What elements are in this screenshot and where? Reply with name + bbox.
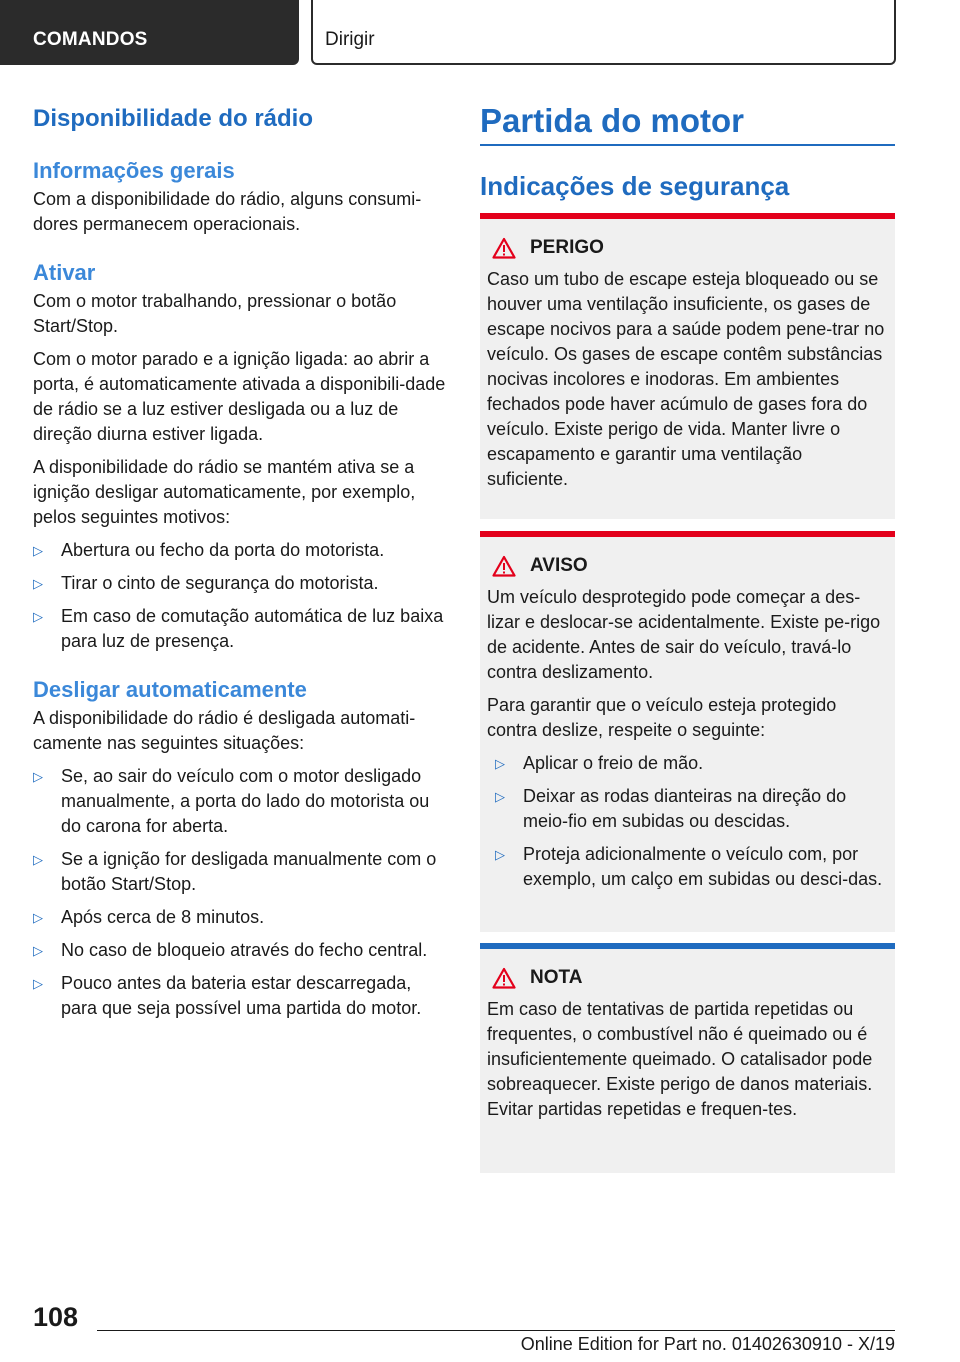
bullet-triangle-icon: ▷ — [33, 976, 43, 991]
warning-paragraph-1: Um veículo desprotegido pode começar a des-lizar e deslocar-se acidentalmente. Existe pe-rigo de acidente. Antes de sair do veículo, travá-lo contra deslizamento. — [487, 587, 881, 682]
warning-paragraph-2: Para garantir que o veículo esteja protegido contra deslize, respeite o seguinte: — [487, 695, 837, 740]
activate-list — [33, 538, 448, 654]
bullet-triangle-icon: ▷ — [495, 756, 505, 771]
danger-bar — [480, 213, 895, 219]
left-column — [33, 104, 448, 1021]
footer-edition-text: Online Edition for Part no. 01402630910 - X/19 — [520, 1334, 895, 1354]
note-title — [492, 967, 888, 989]
header-chapter-label: Dirigir — [325, 29, 375, 50]
activate-paragraph-3: A disponibilidade do rádio se mantém ativa se a ignição desligar automaticamente, por exemplo, pelos seguintes motivos: — [33, 457, 416, 527]
list-item: ▷ Deixar as rodas dianteiras na direção do meio-fio em subidas ou descidas. — [495, 786, 847, 831]
warning-triangle-icon — [492, 555, 516, 577]
warning-triangle-icon — [492, 237, 516, 259]
header-section-tab — [0, 0, 299, 65]
right-column-title — [480, 100, 895, 142]
bullet-triangle-icon: ▷ — [33, 769, 43, 784]
list-item: ▷ Se a ignição for desligada manualmente com o botão Start/Stop. — [33, 849, 437, 894]
general-info-heading: Informações gerais — [33, 158, 235, 183]
warning-triangle-icon — [492, 967, 516, 989]
auto-off-heading: Desligar automaticamente — [33, 677, 307, 702]
list-item: ▷ Tirar o cinto de segurança do motorista. — [33, 571, 448, 596]
header-section-label: COMANDOS — [33, 29, 148, 50]
list-item: ▷ No caso de bloqueio através do fecho central. — [33, 938, 448, 963]
warning-label: AVISO — [530, 555, 588, 576]
bullet-triangle-icon: ▷ — [33, 852, 43, 867]
warning-title — [492, 555, 888, 577]
danger-label: PERIGO — [530, 237, 604, 258]
activate-paragraph-1: Com o motor trabalhando, pressionar o botão Start/Stop. — [33, 291, 397, 336]
general-info-text: Com a disponibilidade do rádio, alguns consumi-dores permanecem operacionais. — [33, 189, 422, 234]
warning-list — [495, 751, 888, 892]
safety-subtitle: Indicações de segurança — [480, 171, 790, 201]
title-divider — [480, 144, 895, 146]
list-item: ▷ Em caso de comutação automática de luz baixa para luz de presença. — [33, 606, 444, 651]
danger-box — [480, 213, 895, 519]
list-item: ▷ Pouco antes da bateria estar descarregada, para que seja possível uma partida do motor. — [33, 973, 422, 1018]
bullet-triangle-icon: ▷ — [33, 910, 43, 925]
list-item: ▷ Se, ao sair do veículo com o motor desligado manualmente, a porta do lado do motorista ou do carona for aberta. — [33, 766, 430, 836]
warning-box — [480, 531, 895, 932]
list-item: ▷ Abertura ou fecho da porta do motorista. — [33, 538, 448, 563]
engine-start-title: Partida do motor — [480, 102, 745, 139]
danger-title — [492, 237, 888, 259]
radio-availability-title: Disponibilidade do rádio — [33, 105, 314, 132]
note-box — [480, 943, 895, 1173]
bullet-triangle-icon: ▷ — [495, 789, 505, 804]
auto-off-list — [33, 764, 448, 1021]
bullet-triangle-icon: ▷ — [33, 576, 43, 591]
bullet-triangle-icon: ▷ — [495, 847, 505, 862]
auto-off-paragraph: A disponibilidade do rádio é desligada automati-camente nas seguintes situações: — [33, 708, 416, 753]
activate-heading: Ativar — [33, 260, 96, 285]
bullet-triangle-icon: ▷ — [33, 943, 43, 958]
note-text: Em caso de tentativas de partida repetidas ou frequentes, o combustível não é queimado ou é insuficientemente queimado. O catalisador pode sobreaquecer. Existe perigo de danos materiais. Evitar partidas repetidas e frequen-tes. — [487, 999, 873, 1119]
note-bar — [480, 943, 895, 949]
page-number: 108 — [33, 1302, 79, 1332]
note-label: NOTA — [530, 967, 583, 988]
warning-bar — [480, 531, 895, 537]
list-item: ▷ Após cerca de 8 minutos. — [33, 905, 448, 930]
bullet-triangle-icon: ▷ — [33, 543, 43, 558]
bullet-triangle-icon: ▷ — [33, 609, 43, 624]
activate-paragraph-2: Com o motor parado e a ignição ligada: ao abrir a porta, é automaticamente ativada a disponibili-dade de rádio se a luz estiver desligada ou a luz de direção diurna estiver ligada. — [33, 349, 446, 444]
header-chapter-tab — [311, 0, 896, 65]
footer-divider — [97, 1330, 895, 1331]
danger-text: Caso um tubo de escape esteja bloqueado ou se houver uma ventilação insuficiente, os gases de escape nocivos para a saúde podem pene-trar no veículo. Os gases de escape contêm substâncias nocivas incolores e inodoras. Em ambientes fechados pode haver acúmulo de gases fora do veículo. Existe perigo de vida. Manter livre o escapamento e garantir uma ventilação suficiente. — [487, 269, 885, 489]
list-item: ▷ Aplicar o freio de mão. — [495, 751, 888, 776]
list-item: ▷ Proteja adicionalmente o veículo com, por exemplo, um calço em subidas ou desci-das. — [495, 844, 883, 889]
